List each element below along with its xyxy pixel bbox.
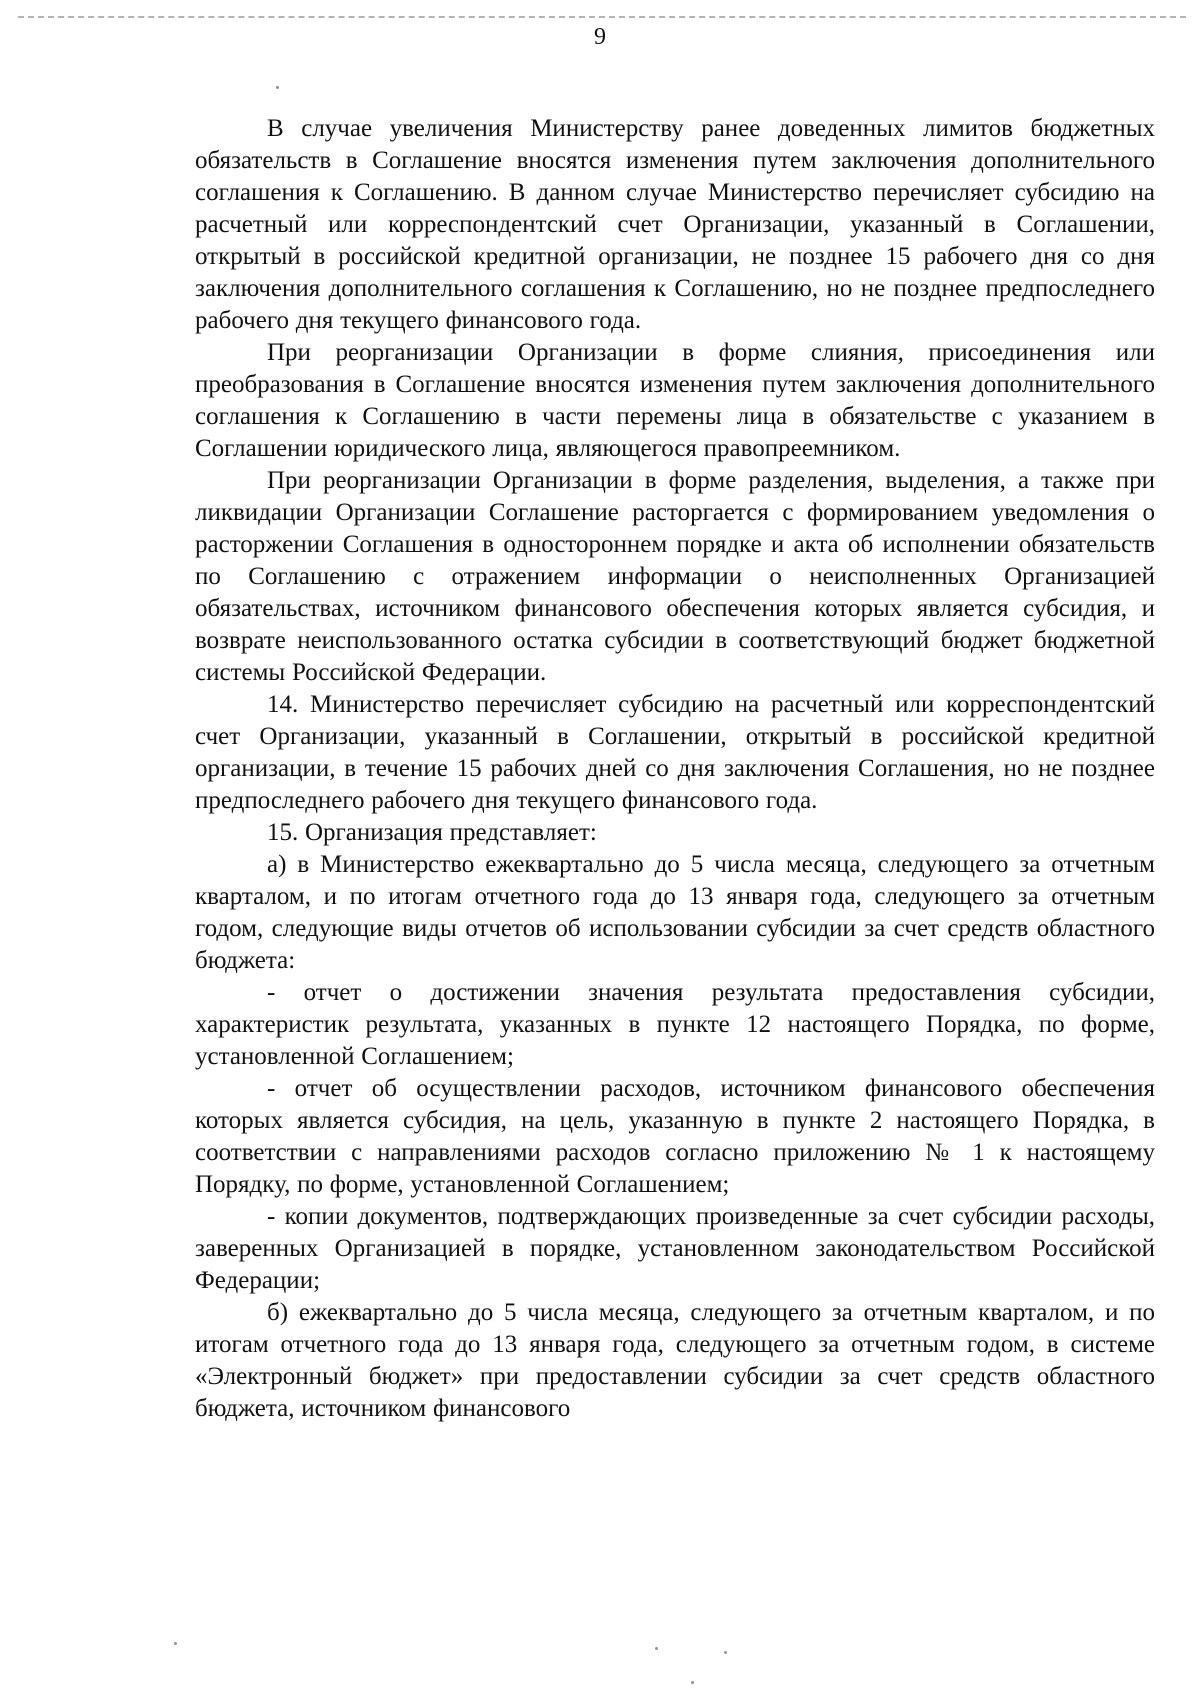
clause-15: 15. Организация представляет: [267,819,597,846]
clause-15-item-b: б) ежеквартально до 5 числа месяца, следующего за отчетным кварталом, и по итогам отчетного года до 13 января года, следующего за отчетным годом, в системе «Электронный бюджет» при предоставлении субсидии за счет средств областного бюджета, источником финансового [195,1299,1155,1422]
scan-speck [655,1647,658,1650]
clause-15-item-a: а) в Министерство ежеквартально до 5 числа месяца, следующего за отчетным кварталом, и по итогам отчетного года до 13 января года, следующего за отчетным годом, следующие виды отчетов об использовании субсидии за счет средств областного бюджета: [195,851,1155,974]
paragraph-budget-limits-increase: В случае увеличения Министерству ранее доведенных лимитов бюджетных обязательств в Соглашение вносятся изменения путем заключения дополнительного соглашения к Соглашению. В данном случае Министерство перечисляет субсидию на расчетный или корреспондентский счет Организации, указанный в Соглашении, открытый в российской кредитной организации, не позднее 15 рабочего дня со дня заключения дополнительного соглашения к Соглашению, но не позднее предпоследнего рабочего дня текущего финансового года. [195,115,1155,334]
scan-speck [691,1681,694,1684]
report-item-results: - отчет о достижении значения результата предоставления субсидии, характеристик результата, указанных в пункте 12 настоящего Порядка, по форме, установленной Соглашением; [195,979,1155,1070]
paragraph-reorganization-division: При реорганизации Организации в форме разделения, выделения, а также при ликвидации Организации Соглашение расторгается с формированием уведомления о расторжении Соглашения в одностороннем порядке и акта об исполнении обязательств по Соглашению с отражением информации о неисполненных Организацией обязательствах, источником финансового обеспечения которых является субсидия, и возврате неиспользованного остатка субсидии в соответствующий бюджет бюджетной системы Российской Федерации. [195,467,1155,686]
scan-top-border [18,16,1186,18]
clause-14: 14. Министерство перечисляет субсидию на расчетный или корреспондентский счет Организации, указанный в Соглашении, открытый в российской кредитной организации, в течение 15 рабочих дней со дня заключения Соглашения, но не позднее предпоследнего рабочего дня текущего финансового года. [195,691,1155,814]
scan-speck [724,1651,727,1654]
page-number: 9 [594,24,606,50]
scan-speck [276,86,279,89]
report-item-document-copies: - копии документов, подтверждающих произведенные за счет субсидии расходы, заверенных Организацией в порядке, установленном законодательством Российской Федерации; [195,1203,1155,1294]
paragraph-reorganization-merger: При реорганизации Организации в форме слияния, присоединения или преобразования в Соглашение вносятся изменения путем заключения дополнительного соглашения к Соглашению в части перемены лица в обязательстве с указанием в Соглашении юридического лица, являющегося правопреемником. [195,339,1155,462]
document-body [195,113,1155,1425]
scan-speck [174,1642,177,1645]
report-item-expenses: - отчет об осуществлении расходов, источником финансового обеспечения которых является субсидия, на цель, указанную в пункте 2 настоящего Порядка, в соответствии с направлениями расходов согласно приложению № 1 к настоящему Порядку, по форме, установленной Соглашением; [195,1075,1155,1198]
